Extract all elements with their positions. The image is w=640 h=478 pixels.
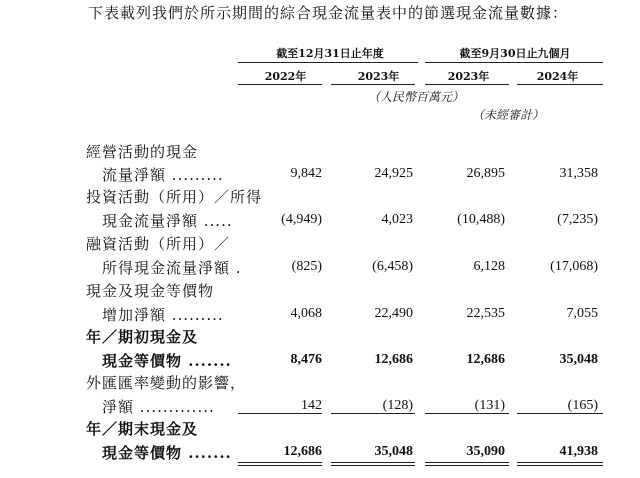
row-label-investing-line2: 現金流量淨額 ..... bbox=[102, 212, 233, 230]
value-opening-cash-2024-9m: 35,048 bbox=[559, 352, 598, 367]
subtotal-rule-2 bbox=[331, 413, 415, 414]
row-label-closing-cash-line1: 年／期末現金及 bbox=[86, 420, 199, 438]
value-fx-effect-2023: (128) bbox=[382, 398, 413, 413]
subtotal-rule-3 bbox=[425, 413, 509, 414]
subtotal-rule-1 bbox=[238, 413, 322, 414]
currency-note: （人民幣百萬元） bbox=[368, 90, 465, 104]
value-fx-effect-2024-9m: (165) bbox=[567, 398, 598, 413]
year-header-2022: 2022年 bbox=[264, 70, 307, 83]
year-rule-1 bbox=[238, 84, 322, 85]
year-header-2023: 2023年 bbox=[357, 70, 400, 83]
value-net-increase-2023-9m: 22,535 bbox=[466, 306, 505, 321]
value-financing-2023-9m: 6,128 bbox=[473, 259, 505, 274]
row-label-investing-line1: 投資活動（所用）／所得 bbox=[86, 188, 263, 206]
row-label-fx-effect-line1: 外匯匯率變動的影響， bbox=[86, 374, 247, 392]
row-label-fx-effect-line2: 淨額 ............. bbox=[102, 398, 215, 416]
value-net-increase-2023: 22,490 bbox=[374, 306, 413, 321]
header-rule-group2 bbox=[425, 62, 603, 63]
value-closing-cash-2023: 35,048 bbox=[374, 444, 413, 459]
total-double-rule-2 bbox=[331, 462, 415, 466]
total-double-rule-3 bbox=[425, 462, 509, 466]
total-double-rule-4 bbox=[517, 462, 603, 466]
value-financing-2022: (825) bbox=[291, 259, 322, 274]
subtotal-rule-4 bbox=[517, 413, 603, 414]
row-label-net-increase-line2: 增加淨額 ......... bbox=[102, 306, 224, 324]
value-fx-effect-2022: 142 bbox=[301, 398, 322, 413]
value-financing-2023: (6,458) bbox=[372, 259, 413, 274]
row-label-financing-line1: 融資活動（所用）／ bbox=[86, 235, 231, 253]
value-net-increase-2022: 4,068 bbox=[290, 306, 322, 321]
row-label-net-increase-line1: 現金及現金等價物 bbox=[86, 282, 215, 300]
row-label-opening-cash-line1: 年／期初現金及 bbox=[86, 328, 199, 346]
unaudited-note: （未經審計） bbox=[472, 108, 545, 122]
header-group-year-ended: 截至12月31日止年度 bbox=[276, 47, 384, 60]
year-header-2024-9m: 2024年 bbox=[536, 70, 579, 83]
value-operating-2024-9m: 31,358 bbox=[559, 166, 598, 181]
row-label-operating-line2: 流量淨額 ......... bbox=[102, 166, 224, 184]
value-opening-cash-2023-9m: 12,686 bbox=[466, 352, 505, 367]
header-group-nine-months: 截至9月30日止九個月 bbox=[459, 47, 571, 60]
value-closing-cash-2023-9m: 35,090 bbox=[466, 444, 505, 459]
value-operating-2023-9m: 26,895 bbox=[466, 166, 505, 181]
value-net-increase-2024-9m: 7,055 bbox=[566, 306, 598, 321]
row-label-financing-line2: 所得現金流量淨額 . bbox=[102, 259, 242, 277]
value-opening-cash-2022: 8,476 bbox=[290, 352, 322, 367]
total-double-rule-1 bbox=[238, 462, 322, 466]
value-investing-2023: 4,023 bbox=[381, 212, 413, 227]
year-header-2023-9m: 2023年 bbox=[447, 70, 490, 83]
value-financing-2024-9m: (17,068) bbox=[550, 259, 598, 274]
intro-text: 下表載列我們於所示期間的綜合現金流量表中的節選現金流量數據： bbox=[88, 4, 569, 22]
row-label-operating-line1: 經營活動的現金 bbox=[86, 143, 199, 161]
year-rule-2 bbox=[331, 84, 415, 85]
value-investing-2023-9m: (10,488) bbox=[457, 212, 505, 227]
year-rule-4 bbox=[517, 84, 603, 85]
value-investing-2022: (4,949) bbox=[281, 212, 322, 227]
row-label-closing-cash-line2: 現金等價物 ....... bbox=[102, 444, 232, 462]
header-rule-group1 bbox=[238, 62, 418, 63]
value-closing-cash-2022: 12,686 bbox=[283, 444, 322, 459]
value-investing-2024-9m: (7,235) bbox=[557, 212, 598, 227]
year-rule-3 bbox=[425, 84, 509, 85]
value-operating-2022: 9,842 bbox=[290, 166, 322, 181]
value-closing-cash-2024-9m: 41,938 bbox=[559, 444, 598, 459]
row-label-opening-cash-line2: 現金等價物 ....... bbox=[102, 352, 232, 370]
value-fx-effect-2023-9m: (131) bbox=[474, 398, 505, 413]
value-opening-cash-2023: 12,686 bbox=[374, 352, 413, 367]
value-operating-2023: 24,925 bbox=[374, 166, 413, 181]
